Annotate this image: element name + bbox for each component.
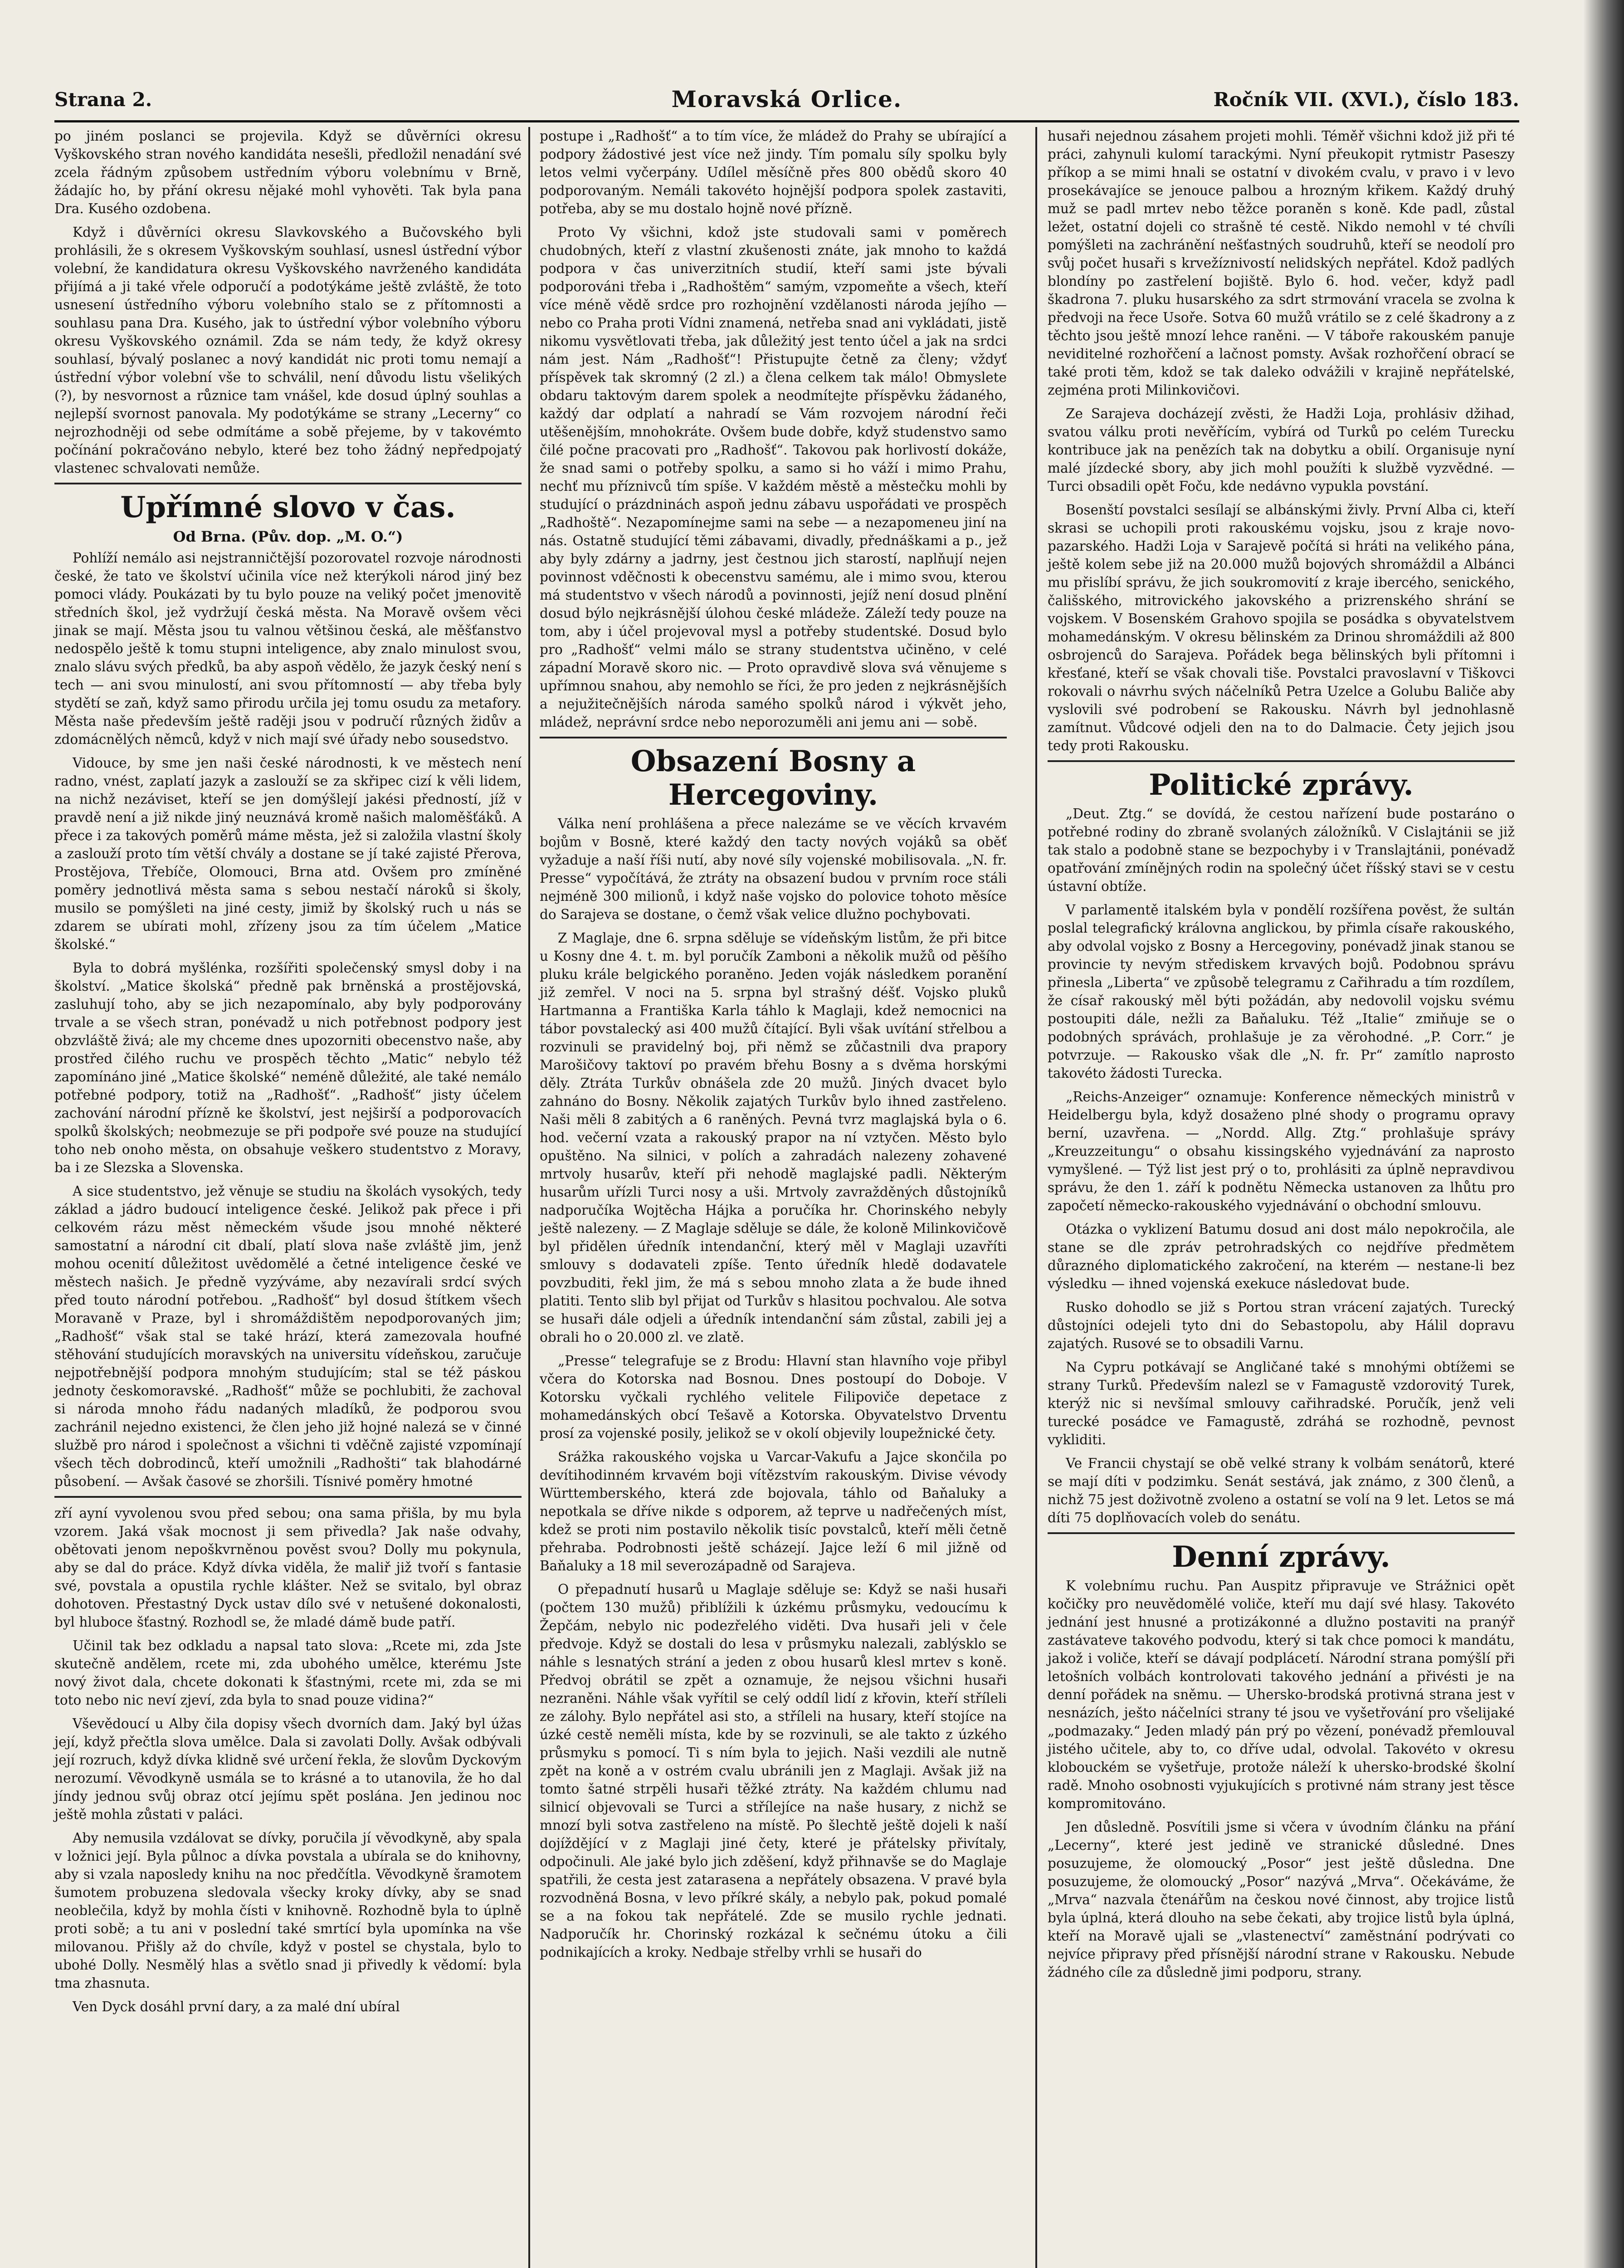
paragraph: postupe i „Radhošť“ a to tím více, že mládež do Prahy se ubírající a podpory žádostivé jest více než jindy. Tím pomalu síly spolku byly letos velmi vyčerpány. Udílel měsíčně přes 800 obědů skoro 40 podporovaným. Nemáli takovéto hojnější podpora spolek zastaviti, potřeba, aby se mu dostalo hojně nové přízně. [540,128,1007,216]
newspaper-title: Moravská Orlice. [671,86,902,112]
column-1 [54,127,522,2021]
paragraph: Učinil tak bez odkladu a napsal tato slova: „Rcete mi, zda Jste skutečně andělem, rcete mi, zda ubohého umělce, kterému Jste nový život dala, chcete dokonati k šťastnými, rcete mi, zda se mi toto nebo nic neví zjeví, zda byla to snad pouze vidina?“ [54,1638,522,1708]
paragraph: Aby nemusila vzdálovat se dívky, poručila jí věvodkyně, aby spala v ložnici její. Byla půlnoc a dívka povstala a ubírala se do knihovny, aby si vzala naposledy knihu na noc předčítla. Věvodkyně šramotem šumotem probuzena sledovala všecky kroky dívky, aby se snad neoblečila, když by mohla čísti v knihovně. Rozhodně byla to úplně proti sobě; a tu ani v poslední také smrtící byla upomínka na vše milovanou. Přišly až do chvíle, když v postel se chystala, bylo to ubohé Dolly. Nesmělý hlas a světlo snad ji přivedly k vědomí: byla tma zhasnuta. [54,1830,522,1991]
paragraph: Ve Francii chystají se obě velké strany k volbám senátorů, které se mají díti v podzimku. Senát sestává, jak známo, z 300 členů, a nichž 75 jest doživotně zvoleno a ostatní se volí na 9 let. Letos se má díti 75 doplňovacích voleb do senátu. [1048,1456,1515,1525]
article-byline: Od Brna. (Pův. dop. „M. O.“) [173,528,403,545]
paragraph: „Presse“ telegrafuje se z Brodu: Hlavní stan hlavního voje přibyl včera do Kotorska nad Bosnou. Dnes postoupí do Doboje. V Kotorsku vyčkali rychlého velitele Filipoviče depetace z mohamedánských obcí Tešavě a Kotorska. Obyvatelstvo Drventu prosí za vojenské posily, jelikož se v okolí objevily loupežnické čety. [540,1353,1007,1441]
paragraph: „Reichs-Anzeiger“ oznamuje: Konference německých ministrů v Heidelbergu byla, když dosaženo plné shody o programu opravy berní, uzavřena. — „Nordd. Allg. Ztg.“ prohlašuje správy „Kreuzzeitungu“ o obsahu kissingského vyjednávání za naprosto vymyšlené. — Týž list jest prý o to, prohlásiti za úplně nepravdivou správu, že den 1. září k podnětu Německa ustanoven za lhůtu pro započetí německo-rakouského vyjednávání o obchodní smlouvu. [1048,1089,1515,1213]
section-title: Politické zprávy. [1149,768,1414,802]
paragraph: Ze Sarajeva docházejí zvěsti, že Hadži Loja, prohlásiv džihad, svatou válku proti nevěřícím, vybírá od Turků po celém Turecku kontribuce jak na penězích tak na dobytku a obilí. Organisuje nyní malé jízdecké sbory, aby jich mohl použíti k službě vyzvědné. — Turci obsadili opět Foču, kde nedávno vypukla povstání. [1048,406,1515,494]
section-divider [1048,1532,1515,1534]
column-rule [528,127,530,2268]
paragraph: K volebnímu ruchu. Pan Auspitz připravuje ve Strážnici opět kočičky pro neuvědomělé voliče, kteří mu dají své hlasy. Takovéto jednání jest hnusné a protizákonné a dlužno postaviti na pranýř zastávateve takového podvodu, který si tak chce pomoci k mandátu, jakož i voliče, kteří se dávají podplácetí. Národní strana pomýšlí při letošních volbách kontrolovati takového jednání a přivésti je na denní pořádek na sněmu. — Uhersko-brodská protivná strana jest v nesnázích, ješto náčelníci strany té jsou ve vyšetřování pro všelijaké „podmazaky.“ Jeden mladý pán prý po vězení, ponévadž přemlouval jistého učitele, aby to, co dříve udal, odvolal. Takovéto v okresu klobouckém se vyšetřuje, protože náleží k uhersko-brodské školní radě. Mnoho osobnosti vyjukujících s protivné nám strany jest těsce kompromitováno. [1048,1578,1515,1811]
scan-edge-shadow [1583,0,1624,2268]
page-number: Strana 2. [54,88,152,111]
section-divider [1048,760,1515,762]
column-2 [540,127,1007,1967]
masthead [54,84,1519,122]
paragraph: Válka není prohlášena a přece nalezáme se ve věcích krvavém bojům v Bosně, které každý den tacty nových vojáků sa oběť vyžaduje a naší říši nutí, aby nové síly vojenské mobilisovala. „N. fr. Presse“ vypočítává, že ztráty na obsazení budou v prvním roce stáli nejméně 300 milionů, i když naše vojsko do polovice tohoto měsíce do Sarajeva se dostane, o čemž však velice dlužno pochybovati. [540,816,1007,922]
column-3 [1048,127,1515,1987]
section-title: Denní zprávy. [1172,1540,1390,1574]
paragraph: husaři nejednou zásahem projeti mohli. Téměř všichni kdož již při té práci, zahynuli kulomí tarackými. Nyní přeukopit rytmistr Paseszy příkop a se mimi hnali se ostatní v divokém cvalu, v pravo i v levo prosekávajíce se jenouce palbou a hrozným křikem. Každý druhý muž se padl mrtev nebo těžce poraněn s koně. Kde padl, zůstal ležet, ostatní dojeli co strašně té cestě. Nikdo nemohl v té chvíli pomýšleti na zachránění nešťastných soudruhů, kteří se neodolí pro svůj počet husaři s krvežíznivostí nelidských nepřátel. Kdož padlých blondíny po zastřelení bojiště. Bylo 6. hod. večer, když padl škadrona 7. pluku husarského za sdrt strmování vracela se zvolna k předvoji na řece Usoře. Sotva 60 mužů vrátilo se z celé škadrony a z těchto jsou ještě mnozí lehce raněni. — V táboře rakouském panuje neviditelné rozhořčení a lačnost pomsty. Avšak rozhořčení obrací se také proti těm, kdož se tak daleko odvážili v krajině nepřátelské, zejména proti Milinkovičovi. [1048,128,1515,398]
column-rule [1035,127,1037,2268]
paragraph: Na Cypru potkávají se Angličané také s mnohými obtížemi se strany Turků. Především nalezl se v Famagustě vzdorovitý Turek, kterýž nic si nevšímal smlouvy cařihradské. Poručík, jenž veli turecké posádce ve Famagustě, zdráhá se rozhodně, pevnost vykliditi. [1048,1359,1515,1447]
paragraph: Jen důsledně. Posvítili jsme si včera v úvodním článku na přání „Lecerny“, které jest jedině ve stranické důsledné. Dnes posuzujeme, že olomoucký „Posor“ jest ještě důsledna. Dne posuzujeme, že olomoucký „Posor“ nazývá „Mrva“. Očekáváme, že „Mrva“ nazvala čtenářům na českou nové činnost, aby trojice listů byla úplná, která dlouho na sebe čekati, aby trojice listů byla úplná, kteří na Moravě ujali se „vlastenectví“ zaměstnání podrývati co nejvíce připravy před přísnější národní strane v Rakousku. Nebude žádného cíle za důsledně jimi podporu, strany. [1048,1819,1515,1980]
paragraph: Vševědoucí u Alby čila dopisy všech dvorních dam. Jaký byl úžas její, když přečtla slova umělce. Dala si zavolati Dolly. Avšak odbývali její rozruch, když dívka klidně své určení řekla, že slovům Dyckovým nerozumí. Věvodkyně usmála se to krásné a to utanovila, že ho dal jíndy jednou svůj obraz otcí jejímu spět poslána. Jen jedinou noc ještě mohla zůstati v paláci. [54,1716,522,1822]
paragraph: O přepadnutí husarů u Maglaje sděluje se: Když se naši husaři (počtem 130 mužů) přiblížili k úzkému průsmyku, vedoucímu k Žepčám, nebylo nic podezřelého viděti. Dva husaři jeli v čele předvoje. Když se dostali do lesa v průsmyku nalezali, zablýsklo se náhle s lesnatých strání a jeden z obou husarů klesl mrtev s koně. Předvoj obrátil se zpět a oznamuje, že nejsou všichni husaři nezraněni. Náhle však vyřítil se celý oddíl lidí z křovin, kteří stříleli ze zálohy. Bylo nepřátel asi sto, a stříleli na husary, kteří stojíce na úzké cestě neměli místa, kde by se rozvinuli, se ale takto z úzkého průsmyku s pomocí. Ti s ním byla to jejich. Naši vezdili ale nutně zpět na koně a v ostrém cvalu ubránili jen z Maglaji. Avšak již na tomto šatné strpěli husaři těžké ztráty. Na každém chlumu nad silnicí objevovali se Turci a střílejíce na naše husary, z nichž se mnozí byli sotva zastřeleno na místě. Po šlechtě ještě dojeli k naší dojíždějící v z Maglaji jiné čety, které je přátelsky přivítaly, odpočinuli. Ale jaké bylo jich zděšení, když přihnavše se do Maglaje spatřili, že cesta jest zatarasena a nepřátely obsazena. V pravé byla rozvodněná Bosna, v levo příkré skály, a nebylo pak, pokud pomalé se a na fokou tak nepřátelé. Zde se musilo rychle jednati. Nadporučík hr. Chorinský rozkázal k sečnému útoku a čili podnikajících a kroky. Nedbaje střelby vrhli se husaři do [540,1582,1007,1960]
section-divider [540,737,1007,738]
issue-info: Ročník VII. (XVI.), číslo 183. [1213,88,1519,111]
paragraph: Pohlíží nemálo asi nejstranničtější pozorovatel rozvoje národnosti české, že tato ve školství učinila více než kterýkoli národ jiný bez pomoci vlády. Poukázati by tu bylo pouze na veliký počet jmenovitě středních škol, jež vydržují česká města. Na Moravě ovšem věci jinak se mají. Města jsou tu valnou většinou česká, ale měšťanstvo nedospělo ještě k tomu stupni inteligence, aby znalo minulost svou, znalo slávu svých předků, ba aby aspoň vědělo, že jazyk český není s tech — ani svou minulostí, ani svou přítomností — aby třeba byly stydětí se zaň, když samo přirodu určila jej tomu osudu za metafory. Města naše především ještě raději jsou v područí různých židův a zdomácnělých němců, když v nich mají své úřady nebo sousedstvo. [54,550,522,747]
paragraph: Proto Vy všichni, kdož jste studovali sami v poměrech chudobných, kteří z vlastní zkušenosti znáte, jak mnoho to každá podpora v čas univerzitních studií, kteří sami jste bývali podporováni třeba i „Radhoštěm“ samým, vzpomeňte a všech, kteří více méně vědě srdce pro rozhojnění vzdělanosti národa jejího — nebo co Praha proti Vídni znamená, netřeba snad ani vykládati, jistě nikomu vysvětlovati třeba, jak důležitý jest tento účel a jak na srdci nám jest. Nám „Radhošť“! Přistupujte četně za členy; vždyť příspěvek tak skromný (2 zl.) a člena celkem tak málo! Obmyslete obdaru taktovým darem spolek a neodmítejte příspěvku žádaného, každý dar odplatí a nahradí se Vám rozvojem národní řeči utěšenějším, mnohokráte. Ovšem bude dobře, když studenstvo samo čilé počne pracovati pro „Radhošť“. Takovou pak horlivostí dokáže, že snad sami o potřeby spolku, a samo si ho váží i mimo Prahu, nechť mu příznivců tím spíše. V každém městě a městečku mohli by studující o prázdninách aspoň jednu zábavu uspořádati ve prospěch „Radhoště“. Nezapomínejme sami na sebe — a nezapomeneu jiní na nás. Ostatně studující těmi zábavami, divadly, přednáškami a p., jež aby byly zdárny a jadrny, jest čestnou jich starostí, naplňují nejen povinnost vděčnosti k obecenstvu samému, ale i mimo svou, kterou má studentstvo v všech národů a povinnosti, jejíž není dosud plnění dosud býlo nejkrásnější úlohou české mládeže. Záleží tedy pouze na tom, aby i účel projevoval mysl a potřeby studentské. Dosud bylo pro „Radhošť“ velmi málo se strany studentstva učiněno, v celé západní Moravě skoro nic. — Proto opravdivě slova svá věnujeme s upřímnou snahou, aby nemohlo se říci, že pro jeden z nejkrásnějších a nejužitečnějších národa samého spolků národ i výkvět jeho, mládež, neprávní srdce nebo neporozuměli ani jemu ani — sobě. [540,225,1007,730]
paragraph: Vidouce, by sme jen naši české národnosti, k ve městech není radno, vnést, zaplatí jazyk a zaslouží se za skřipec cizí k věli lidem, na nichž nezáviset, kteří se jen domýšlejí jakési předností, jíž v pravdě není a již nikde jiný neuznává kromě našich maloměšťáků. A přece i za takových poměrů máme města, jež si založila vlastní školy a zaslouží proto tím větší chvály a dostane se jí také zajisté Přerova, Prostějova, Třebíče, Olomouci, Brna atd. Ovšem pro zmíněné poměry jednotlivá města sama s sebou nestačí nároků si školy, musilo se pomýšleti na jiné cesty, jimiž by školský ruch u nás se zdarem se ubírati mohl, zřízeny jsou za tím účelem „Matice školské.“ [54,755,522,952]
article-title: Obsazení Bosny a Hercegoviny. [630,744,916,812]
paragraph: Když i důvěrníci okresu Slavkovského a Bučovského byli prohlásili, že s okresem Vyškovským souhlasí, usnesl ústřední výbor volební, že kandidatura okresu Vyškovského navrženého kandidáta přijímá a ji také vřele odporučí a podotýkáme ještě zvláště, že toto usnesení ústředního výboru volebního stalo se z přítomnosti a souhlasu pana Dra. Kusého, jak to ústřední výbor volebního výboru okresu Vyškovského oznámil. Zda se nám tedy, že když okresy souhlasí, bývalý poslanec a nový kandidát nic proti tomu nemají a ústřední výbor volební vše to schválil, není důvodu listu všelikých (?), by nesvornost a různice tam vnášel, kde dosud úplný souhlas a nejlepší svornost panovala. My podotýkáme se strany „Lecerny“ co nejrozhodněji od sebe odmítáme a sobě přejeme, by v takovémto počínání pokračováno nebylo, které bez toho žádný nepředpojatý vlastenec schvalovati nemůže. [54,225,522,476]
paragraph: po jiném poslanci se projevila. Když se důvěrníci okresu Vyškovského stran nového kandidáta nesešli, předložil nenadání své zcela řádným způsobem ustředním výboru volebnímu v Brně, žádajíc ho, by přání okresu nějaké mohl vyhověti. Tak byla pana Dra. Kusého ozdobena. [54,128,522,216]
paragraph: A sice studentstvo, jež věnuje se studiu na školách vysokých, tedy základ a jádro budoucí inteligence české. Jelikož pak přece i při celkovém rázu měst německém všude jsou mnohé některé samostatní a národní cit dbalí, platí slova naše zvláště jim, jenž mohou ocenití důležitost uvědomělé a četné inteligence české ve městech našich. Je předně vyzýváme, aby nezavírali srdcí svých před touto národní potřebou. „Radhošť“ byl dosud štítkem všech Moravaně v Praze, byl i shromáždištěm nepodporovaných jim; „Radhošť“ však stal se také hrází, která zamezovala houfné stěhování studujících moravských na universitu vídeňskou, zaručuje nejpotřebnější podpora mnohým studujícím; stal se též páskou jednoty českomoravské. „Radhošť“ může se pochlubiti, že zachoval si národa mnoho řádu nadaných mladíků, že podporou svou zachránil nejedno existenci, že člen jeho již hojné nalezá se v činné službě pro národ i společnost a všichni ti vděčně zajisté vzpomínají všech těch dobrodinců, kteří umožnili „Radhošti“ tak blahodárné působení. — Avšak časové se zhoršili. Tísnivé poměry hmotné [54,1183,522,1489]
paragraph: zří ayní vyvolenou svou před sebou; ona sama přišla, by mu byla vzorem. Jaká však mocnost ji sem přivedla? Jak naše odvahy, obětovati jenom nepoškvrněnou pověst svou? Dolly mu pokynula, aby se dal do práce. Když dívka viděla, že maliř již tvoří s fantasie své, povstala a opustila rychle klášter. Než se svitalo, byl obraz dohotoven. Přestastný Dyck ustav dílo své v netušené dokonalosti, byl hluboce šťastný. Rozhodl se, že mladé dámě bude patří. [54,1505,522,1630]
paragraph: „Deut. Ztg.“ se dovídá, že cestou nařízení bude postaráno o potřebné rodiny do zbraně svolaných záložníků. V Cislajtánii se již tak stalo a podobně stane se bezpochyby i v Translajtánii, ponévadž opatřování zmínějných rodin na společný účet říšský stavi se v cestu ústavní obtíže. [1048,806,1515,894]
paragraph: Bosenští povstalci sesílají se albánskými živly. První Alba ci, kteří skrasi se uchopili proti rakouskému vojsku, jsou z kraje novo-pazarského. Hadži Loja v Sarajevě počítá si hráti na velikého pána, ještě kolem sebe již na 20.000 mužů bojových shromáždil a Albánci mu přislíbí správu, že jich soukromovití z kraje ibercého, senického, čališského, mitrovického jakovského a prizrenského shrání se vojskem. V Bosenském Grahovo spojila se posádka s obyvatelstvem mohamedánským. V okresu bělinském za Drinou shromáždili až 800 osbrojenců do Sarajeva. Pořádek bega bělinských byli přítomni i křesťané, kteří se však chovali tiše. Povstalci pravoslavní v Tiškovci rokovali o návrhu svých náčelníků Petra Uzelce a Golubu Baliče aby vyslovili své podrobení se Rakousku. Návrh byl jednohlasně zamítnut. Vůdcové odjeli den na to do Dalmacie. Čety jejich jsou tedy proti Rakousku. [1048,502,1515,753]
feuilleton-divider [54,1496,522,1498]
paragraph: Byla to dobrá myšlénka, rozšířiti společenský smysl doby i na školství. „Matice školská“ předně pak brněnská a prostějovská, zasluhují toho, aby se jich nezapomínalo, aby byly podporovány trvale a se všech stran, ponévadž u nich potřebnost podpory jest obzvláště živá; ale my chceme dnes upozorniti obecenstvo naše, aby prostřed čilého ruchu ve prospěch těchto „Matic“ nebylo též zapomínáno jiné „Matice školské“ neméně důležité, ale také nemálo potřebné podpory, totiž na „Radhošť“. „Radhošť“ jisty účelem zachování národní přízně ke školství, jest nejširší a podporovacích spolků školských; neobmezuje se při podpoře své pouze na studující toho neb onoho města, on obsahuje veškero studentstvo z Moravy, ba i ze Slezska a Slovenska. [54,960,522,1175]
paragraph: Z Maglaje, dne 6. srpna sděluje se vídeňským listům, že při bitce u Kosny dne 4. t. m. byl poručík Zamboni a několik mužů od pěšího pluku krále belgického poraněno. Jeden voják následkem poranění již zemřel. V noci na 5. srpna byl strašný déšť. Vojsko pluků Hartmanna a Františka Karla táhlo k Maglaji, kdež nemocnici na tábor povstalecký asi 400 mužů čítající. Byli však uvítání střelbou a rozvinuli se pravidelný boj, při němž se zůčastnili dva prapory Marošičovy taktoví po pravém břehu Bosny a s dvěma horskými děly. Ztráta Turkův obnášela zde 20 mužů. Jiných dvacet bylo zahnáno do Bosny. Několik zajatých Turkův bylo ihned zastřeleno. Naši měli 8 zabitých a 6 raněných. Pevná tvrz maglajská byla o 6. hod. večerní vzata a rakouský prapor na ní vztyčen. Město bylo opuštěno. Na silnici, v polích a zahradách nalezeny zohavené mrtvoly husarův, kteří při nehodě maglajské padli. Některým husarům uřízli Turci nosy a uši. Mrtvoly zavražděných důstojníků nadporučíka Wojtěcha Hájka a poručíka hr. Chorinského nebyly ještě nalezeny. — Z Maglaje sděluje se dále, že koloně Milinkovičově byl přidělen úředník intendanční, který měl v Maglaji uzavříti smlouvy s dodavateli zpíše. Tento úředník hledě dodavatele povzbuditi, řekl jim, že má s sebou mnoho zlata a že bude ihned platiti. Tento slib byl přijat od Turkův s hlasitou pochvalou. Ale sotva se husaři dále odjeli a úředník intendanční sám zůstal, zabili jej a obrali ho o 20.000 zl. ve zlatě. [540,930,1007,1345]
article-title: Upřímné slovo v čas. [120,490,456,524]
section-divider [54,483,522,484]
paragraph: Srážka rakouského vojska u Varcar-Vakufu a Jajce skončila po devítihodinném krvavém boji vítězstvím rakouským. Divise vévody Württemberského, která zde bojovala, táhlo od Baňaluky a nepotkala se dříve nikde s odporem, až teprve u nadřečených míst, kdež se proti nim postavilo několik tisíc povstalců, kteří měli četně přehraba. Podrobnosti ještě scházejí. Jajce leží 6 mil jižně od Baňaluky a 18 mil severozápadně od Sarajeva. [540,1449,1007,1574]
paragraph: Otázka o vyklizení Batumu dosud ani dost málo nepokročila, ale stane se dle zpráv petrohradských co nejdříve předmětem důrazného diplomatického zakročení, na kterém — nestane-li bez výsledku — ihned vojenská exekuce následovat bude. [1048,1222,1515,1291]
paragraph: V parlamentě italském byla v pondělí rozšířena pověst, že sultán poslal telegrafický královna anglickou, by přimla císaře rakouského, aby odvolal vojsko z Bosny a Hercegoviny, ponévadž jinak stanou se provincie ty nevým střediskem krvavých bojů. Podobnou správu přinesla „Liberta“ ve způsobě telegramu z Cařihradu a tím rozdílem, že císař rakouský měl býti požádán, aby nedovolil vojsku svému postoupiti dále, nežli za Baňaluku. Též „Italie“ zmiňuje se o podobných správách, prohlašuje je za věrohodné. „P. Corr.“ je potvrzuje. — Rakousko však dle „N. fr. Pr“ zamítlo naprosto takovéto žádosti Turecka. [1048,902,1515,1081]
paragraph: Ven Dyck dosáhl první dary, a za malé dní ubíral [73,1999,400,2014]
paragraph: Rusko dohodlo se již s Portou stran vrácení zajatých. Turecký důstojníci odejeli tyto dni do Sebastopolu, aby Hálil dopravu zajatých. Rusové se to obsadili Varnu. [1048,1300,1515,1351]
